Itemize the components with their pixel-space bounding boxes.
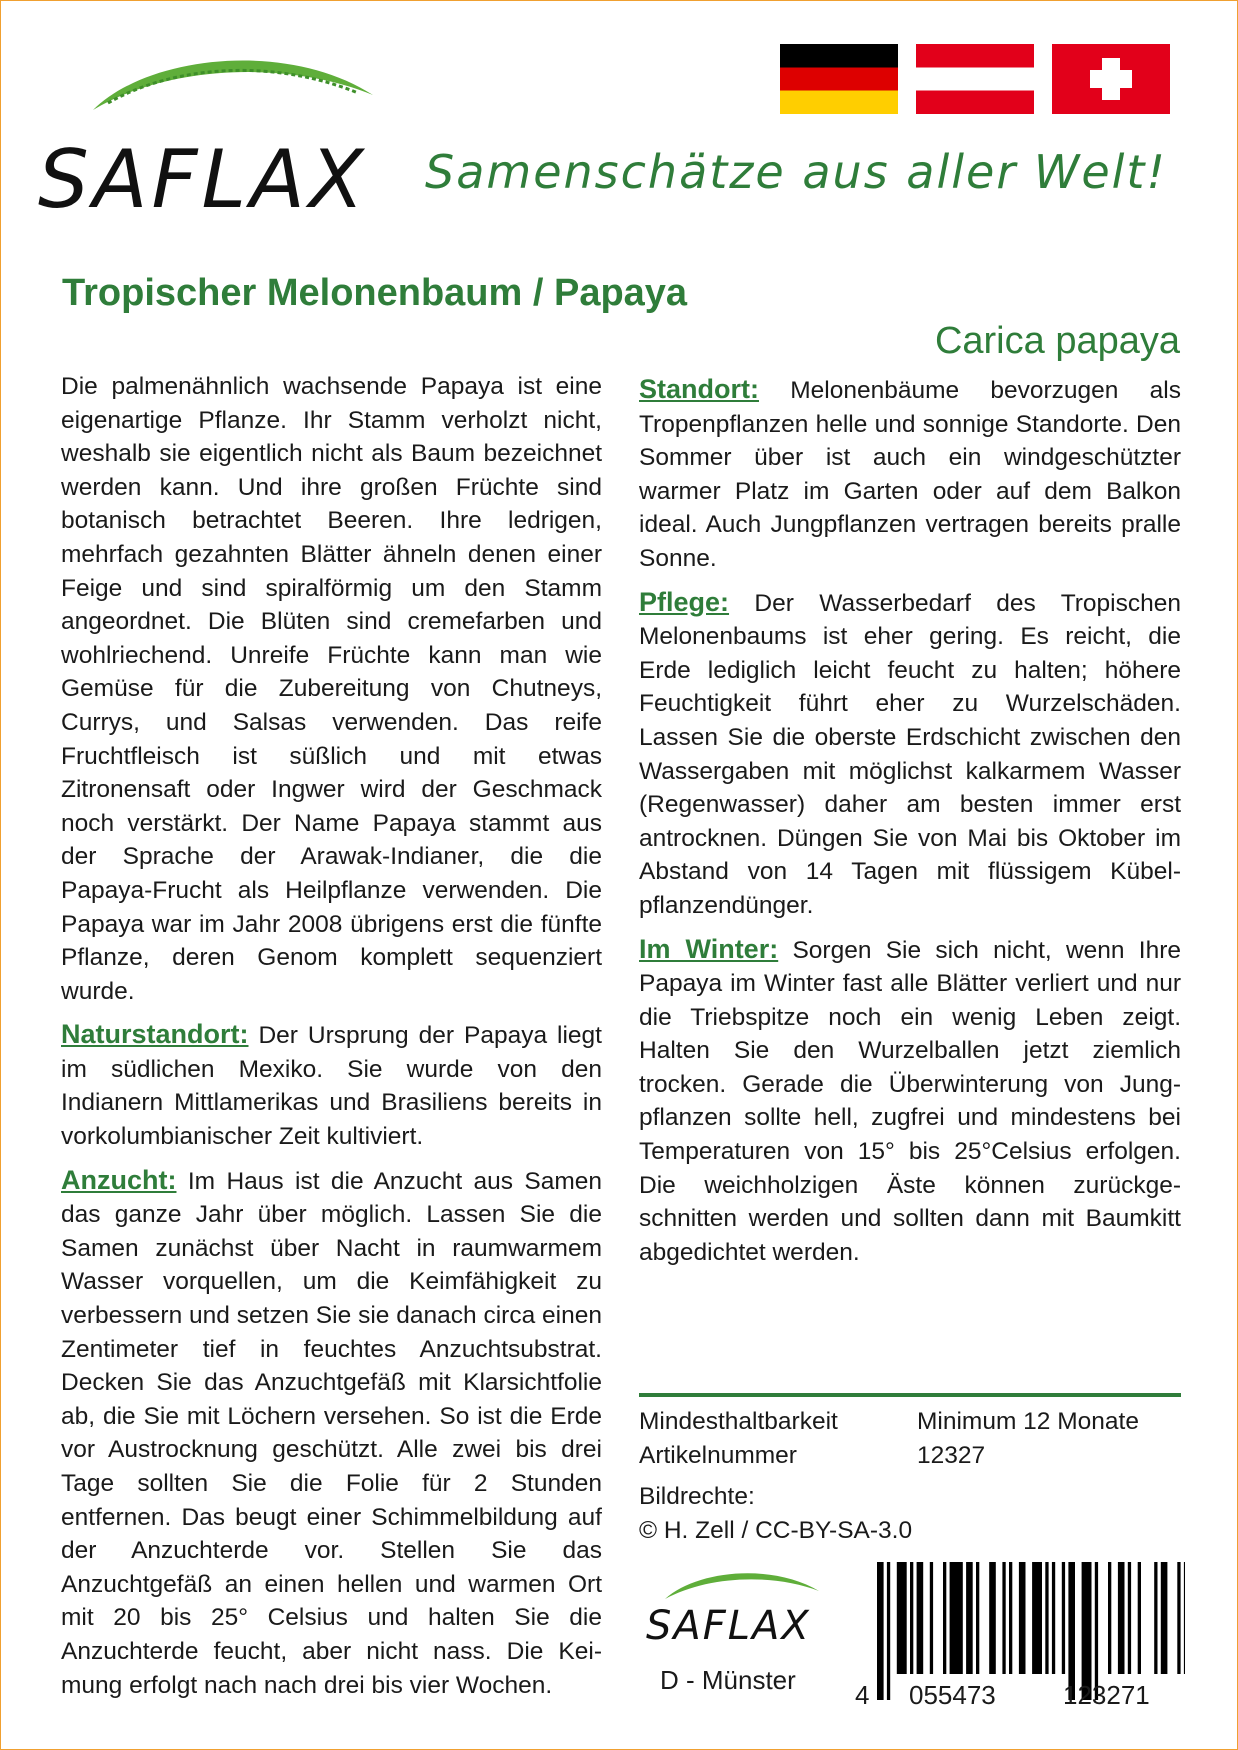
credits-label: Bildrechte:: [639, 1483, 755, 1510]
shelf-life-value: Minimum 12 Monate: [917, 1408, 1139, 1435]
barcode-bar: [1184, 1562, 1185, 1674]
pflege-paragraph: [639, 586, 1181, 923]
article-number-row: [639, 1439, 1181, 1473]
barcode-bar: [1138, 1562, 1141, 1674]
austria-flag-icon: [916, 44, 1034, 114]
article-number-label: Artikelnummer: [639, 1441, 797, 1469]
standort-text: Melonenbäume bevorzugen als Tropenpflanzen helle und sonnige Standorte. Den Sommer über ist auch ein windgeschützter warmer Platz im Garten oder auf dem Balkon ideal. Auch Jungpflanzen vertragen bereits pralle Sonne.: [639, 377, 1181, 572]
barcode-bar: [1177, 1562, 1180, 1674]
switzerland-flag-icon: [1052, 44, 1170, 114]
right-column: [639, 373, 1181, 1279]
barcode-bar: [1108, 1562, 1111, 1674]
barcode-bar: [950, 1562, 963, 1674]
barcode-bar: [1045, 1562, 1048, 1674]
article-number-value: 12327: [917, 1441, 986, 1469]
barcode-bar: [910, 1562, 913, 1674]
barcode-bar: [1032, 1562, 1042, 1674]
barcode-bar: [989, 1562, 996, 1674]
barcode-bar: [1002, 1562, 1005, 1674]
barcode-bar: [897, 1562, 907, 1674]
anzucht-heading: Anzucht:: [61, 1164, 177, 1195]
logo-wordmark-small: SAFLAX: [646, 1603, 811, 1649]
anzucht-text: Im Haus ist die Anzucht aus Samen das ganze Jahr über möglich. Lassen Sie die Samen zunächst über Nacht in raumwarmem Wasser vorquellen, um die Keimfähigkeit zu verbessern und setzen Sie sie danach circa einen Zentimeter tief in feuchtes Anzuchtsubstrat. Decken Sie das Anzuchtgefäß mit Klarsichtfolie ab, die Sie mit Löchern versehen. So ist die Erde vor Austrocknung geschützt. Alle zwei bis drei Tage sollten Sie die Folie für 2 Stunden entfernen. Das beugt einer Schimmelbildung auf der Anzuchterde vor. Stellen Sie das Anzuchtgefäß an einen hellen und warmen Ort mit 20 bis 25° Celsius und halten Sie die Anzuchterde feucht, aber nicht nass. Die Keimung erfolgt nach nach drei bis vier Wochen.: [61, 1167, 602, 1699]
barcode-bar: [1161, 1562, 1168, 1674]
leaf-swoosh-icon: [662, 1565, 822, 1605]
barcode-bar: [930, 1562, 933, 1674]
germany-flag-icon: [780, 44, 898, 114]
naturstandort-heading: Naturstandort:: [61, 1019, 249, 1050]
latin-name: Carica papaya: [934, 320, 1180, 362]
product-info: [639, 1405, 1181, 1472]
barcode-bar: [966, 1562, 973, 1674]
pflege-text: Der Wasserbedarf des Tropischen Melonenbaums ist eher gering. Es reicht, die Erde lediglich leicht feucht zu halten; höhere Feuchtigkeit führt eher zu Wurzelschäden. Lassen Sie die oberste Erdschicht zwischen den Wassergaben mit möglichst kalkarmem Wasser (Regenwasser) daher am besten immer erst antrocknen. Düngen Sie von Mai bis Oktober im Abstand von 14 Tagen mit flüssigem Kübelpflanzendünger.: [639, 589, 1181, 919]
barcode-bar: [887, 1562, 890, 1700]
shelf-life-row: [639, 1405, 1181, 1439]
barcode-bar: [1062, 1562, 1065, 1674]
barcode-bar: [1154, 1562, 1157, 1674]
barcode-bar: [976, 1562, 979, 1674]
barcode-bar: [877, 1562, 884, 1700]
leaf-swoosh-icon: [88, 45, 378, 125]
pflege-heading: Pflege:: [639, 586, 730, 617]
standort-heading: Standort:: [639, 374, 759, 404]
barcode-right-group: 123271: [1063, 1680, 1150, 1710]
shelf-life-label: Mindesthaltbarkeit: [639, 1408, 838, 1435]
winter-paragraph: [639, 933, 1181, 1270]
barcode-bar: [943, 1562, 946, 1674]
saflax-logo-small: [640, 1565, 840, 1695]
logo-wordmark: SAFLAX: [38, 133, 368, 226]
barcode-bar: [1009, 1562, 1012, 1674]
product-title: Tropischer Melonenbaum / Papaya: [62, 272, 688, 314]
info-divider: [639, 1393, 1181, 1397]
ean-barcode: [855, 1562, 1185, 1712]
intro-paragraph: Die palmenähnlich wachsende Papaya ist eine eigenartige Pflanze. Ihr Stamm verholzt nicht, weshalb sie eigentlich nicht als Baum bezeichnet werden kann. Und ihre großen Früchte sind botanisch betrachtet Beeren. Ihre ledrigen, mehrfach gezahnten Blätter ähneln denen einer Feige und sind spiralförmig um den Stamm angeordnet. Die Blüten sind cremefarben und wohlriechend. Unreife Früchte kann man wie Gemüse für die Zubereitung von Chutneys, Currys, und Salsas verwenden. Das reife Fruchtfleisch ist süßlich und mit etwas Zitronensaft oder Ingwer wird der Geschmack noch verstärkt. Der Name Papaya stammt aus der Sprache der Arawak-Indianer, die die Papaya-Frucht als Heilpflanze verwenden. Die Papaya war im Jahr 2008 übrigens erst die fünfte Pflanze, deren Genom komplett sequenziert wurde.: [61, 373, 602, 1005]
barcode-left-group: 055473: [909, 1680, 996, 1710]
barcode-bar: [1118, 1562, 1125, 1674]
naturstandort-paragraph: [61, 1018, 602, 1153]
left-column: [61, 370, 602, 1712]
barcode-bar: [1019, 1562, 1026, 1674]
standort-paragraph: [639, 373, 1181, 576]
winter-text: Sorgen Sie sich nicht, wenn Ihre Papaya im Winter fast alle Blätter verliert und nur die Triebspitze noch ein wenig Leben zeigt. Halten Sie den Wurzelballen jetzt ziemlich trocken. Gerade die Überwinterung von Jungpflanzen sollte hell, zugfrei und mindestens bei Temperaturen von 15° bis 25°Celsius erfolgen. Die weichholzigen Äste können zurückgeschnitten werden und sollten dann mit Baumkitt abgedichtet werden.: [639, 936, 1181, 1266]
barcode-first-digit: 4: [855, 1680, 870, 1710]
barcode-bar: [1128, 1562, 1131, 1674]
company-location: D - Münster: [660, 1665, 796, 1695]
barcode-bar: [917, 1562, 924, 1674]
barcode-bar: [1052, 1562, 1055, 1674]
credits-value: © H. Zell / CC-BY-SA-3.0: [639, 1516, 913, 1544]
naturstandort-text: Der Ursprung der Papaya liegt im südlichen Mexiko. Sie wurde von den Indianern Mittlamerikas und Brasiliens bereits in vorkolumbianischer Zeit kultiviert.: [61, 1022, 602, 1151]
country-flags: [780, 44, 1170, 114]
anzucht-paragraph: [61, 1164, 602, 1703]
winter-heading: Im Winter:: [639, 933, 779, 964]
saflax-logo: [38, 40, 378, 226]
image-credits: [639, 1480, 912, 1547]
slogan: Samenschätze aus aller Welt!: [425, 145, 1167, 199]
